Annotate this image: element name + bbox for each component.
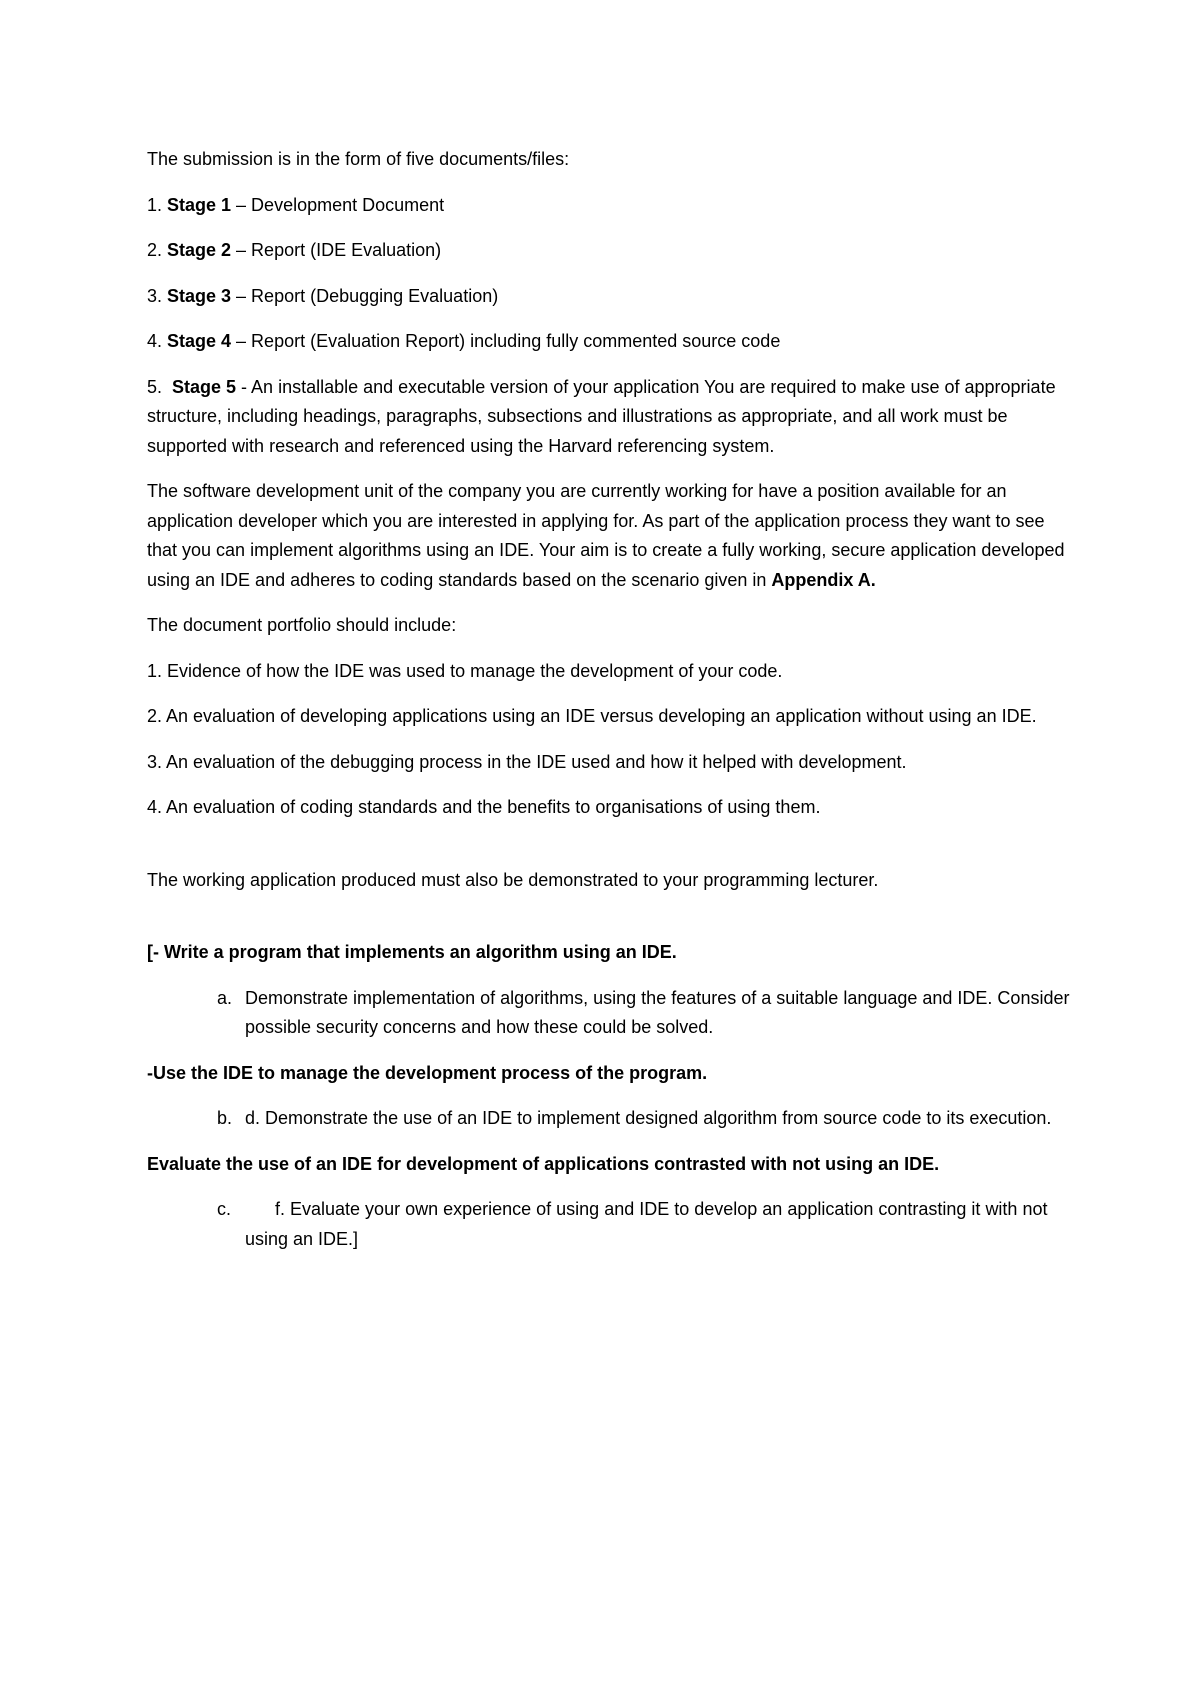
stage-item-1 (147, 191, 1077, 221)
stage-label: Stage 3 (167, 285, 232, 306)
stage-text: – Report (Evaluation Report) including fully commented source code (231, 331, 781, 351)
criteria-heading-text: Evaluate the use of an IDE for development of applications contrasted with not using an IDE. (147, 1153, 940, 1174)
scenario-paragraph (147, 477, 1077, 595)
portfolio-intro: The document portfolio should include: (147, 615, 457, 635)
portfolio-item: 1. Evidence of how the IDE was used to manage the development of your code. (147, 660, 783, 681)
scenario-text: The software development unit of the company you are currently working for have a position available for an application developer which you are interested in applying for. As part of the application process they want to see that you can implement algorithms using an IDE. Your aim is to create a fully working, secure application developed using an IDE and adheres to coding standards based on the scenario given in (147, 481, 1065, 590)
criteria-heading-2 (147, 1059, 1077, 1089)
spacer (147, 839, 1077, 866)
spacer (147, 911, 1077, 938)
stage-number: 2. (147, 240, 168, 260)
portfolio-item: 4. An evaluation of coding standards and the benefits to organisations of using them. (147, 797, 821, 817)
stage-item-2 (147, 236, 1077, 266)
stage-label: Stage 2 (167, 240, 232, 260)
criteria-item-a (147, 984, 1077, 1043)
criteria-heading-3 (147, 1150, 1077, 1180)
criteria-heading-text: -Use the IDE to manage the development process of the program. (147, 1062, 708, 1083)
intro-text: The submission is in the form of five documents/files: (147, 149, 570, 169)
stage-number: 3. (147, 285, 168, 306)
stage-number: 5. (147, 376, 173, 397)
document-page (147, 145, 1077, 1270)
list-marker: c. (217, 1199, 232, 1219)
portfolio-item: 3. An evaluation of the debugging process in the IDE used and how it helped with development. (147, 751, 907, 772)
stage-number: 1. (147, 194, 168, 215)
criteria-item-text: Demonstrate implementation of algorithms, using the features of a suitable language and IDE. Consider possible security concerns and how these could be solved. (245, 987, 1070, 1037)
criteria-item-b (147, 1104, 1077, 1134)
criteria-item-text: d. Demonstrate the use of an IDE to implement designed algorithm from source code to its execution. (245, 1108, 1052, 1128)
criteria-item-text: f. Evaluate your own experience of using and IDE to develop an application contrasting it with not using an IDE.] (245, 1199, 1048, 1249)
appendix-reference: Appendix A. (771, 569, 876, 590)
stage-label: Stage 5 (172, 376, 237, 397)
stage-text: – Development Document (231, 194, 445, 215)
stage-item-3 (147, 282, 1077, 312)
stage-label: Stage 4 (167, 331, 232, 351)
stage-label: Stage 1 (167, 194, 232, 215)
stage-item-5 (147, 373, 1077, 462)
portfolio-item: 2. An evaluation of developing applications using an IDE versus developing an application without using an IDE. (147, 706, 1037, 726)
criteria-item-c (147, 1195, 1077, 1254)
stage-text: - An installable and executable version of your application You are required to make use of appropriate structure, including headings, paragraphs, subsections and illustrations as appropriate, and all work must be supported with research and referenced using the Harvard referencing system. (147, 376, 1056, 456)
stage-text: – Report (IDE Evaluation) (231, 240, 442, 260)
list-marker: a. (217, 987, 233, 1008)
criteria-heading-1 (147, 938, 1077, 968)
list-marker: b. (217, 1108, 233, 1128)
stage-number: 4. (147, 331, 168, 351)
demo-note: The working application produced must also be demonstrated to your programming lecturer. (147, 869, 879, 890)
stage-item-4 (147, 327, 1077, 357)
stage-text: – Report (Debugging Evaluation) (231, 285, 499, 306)
criteria-heading-text: [- Write a program that implements an algorithm using an IDE. (147, 942, 677, 962)
